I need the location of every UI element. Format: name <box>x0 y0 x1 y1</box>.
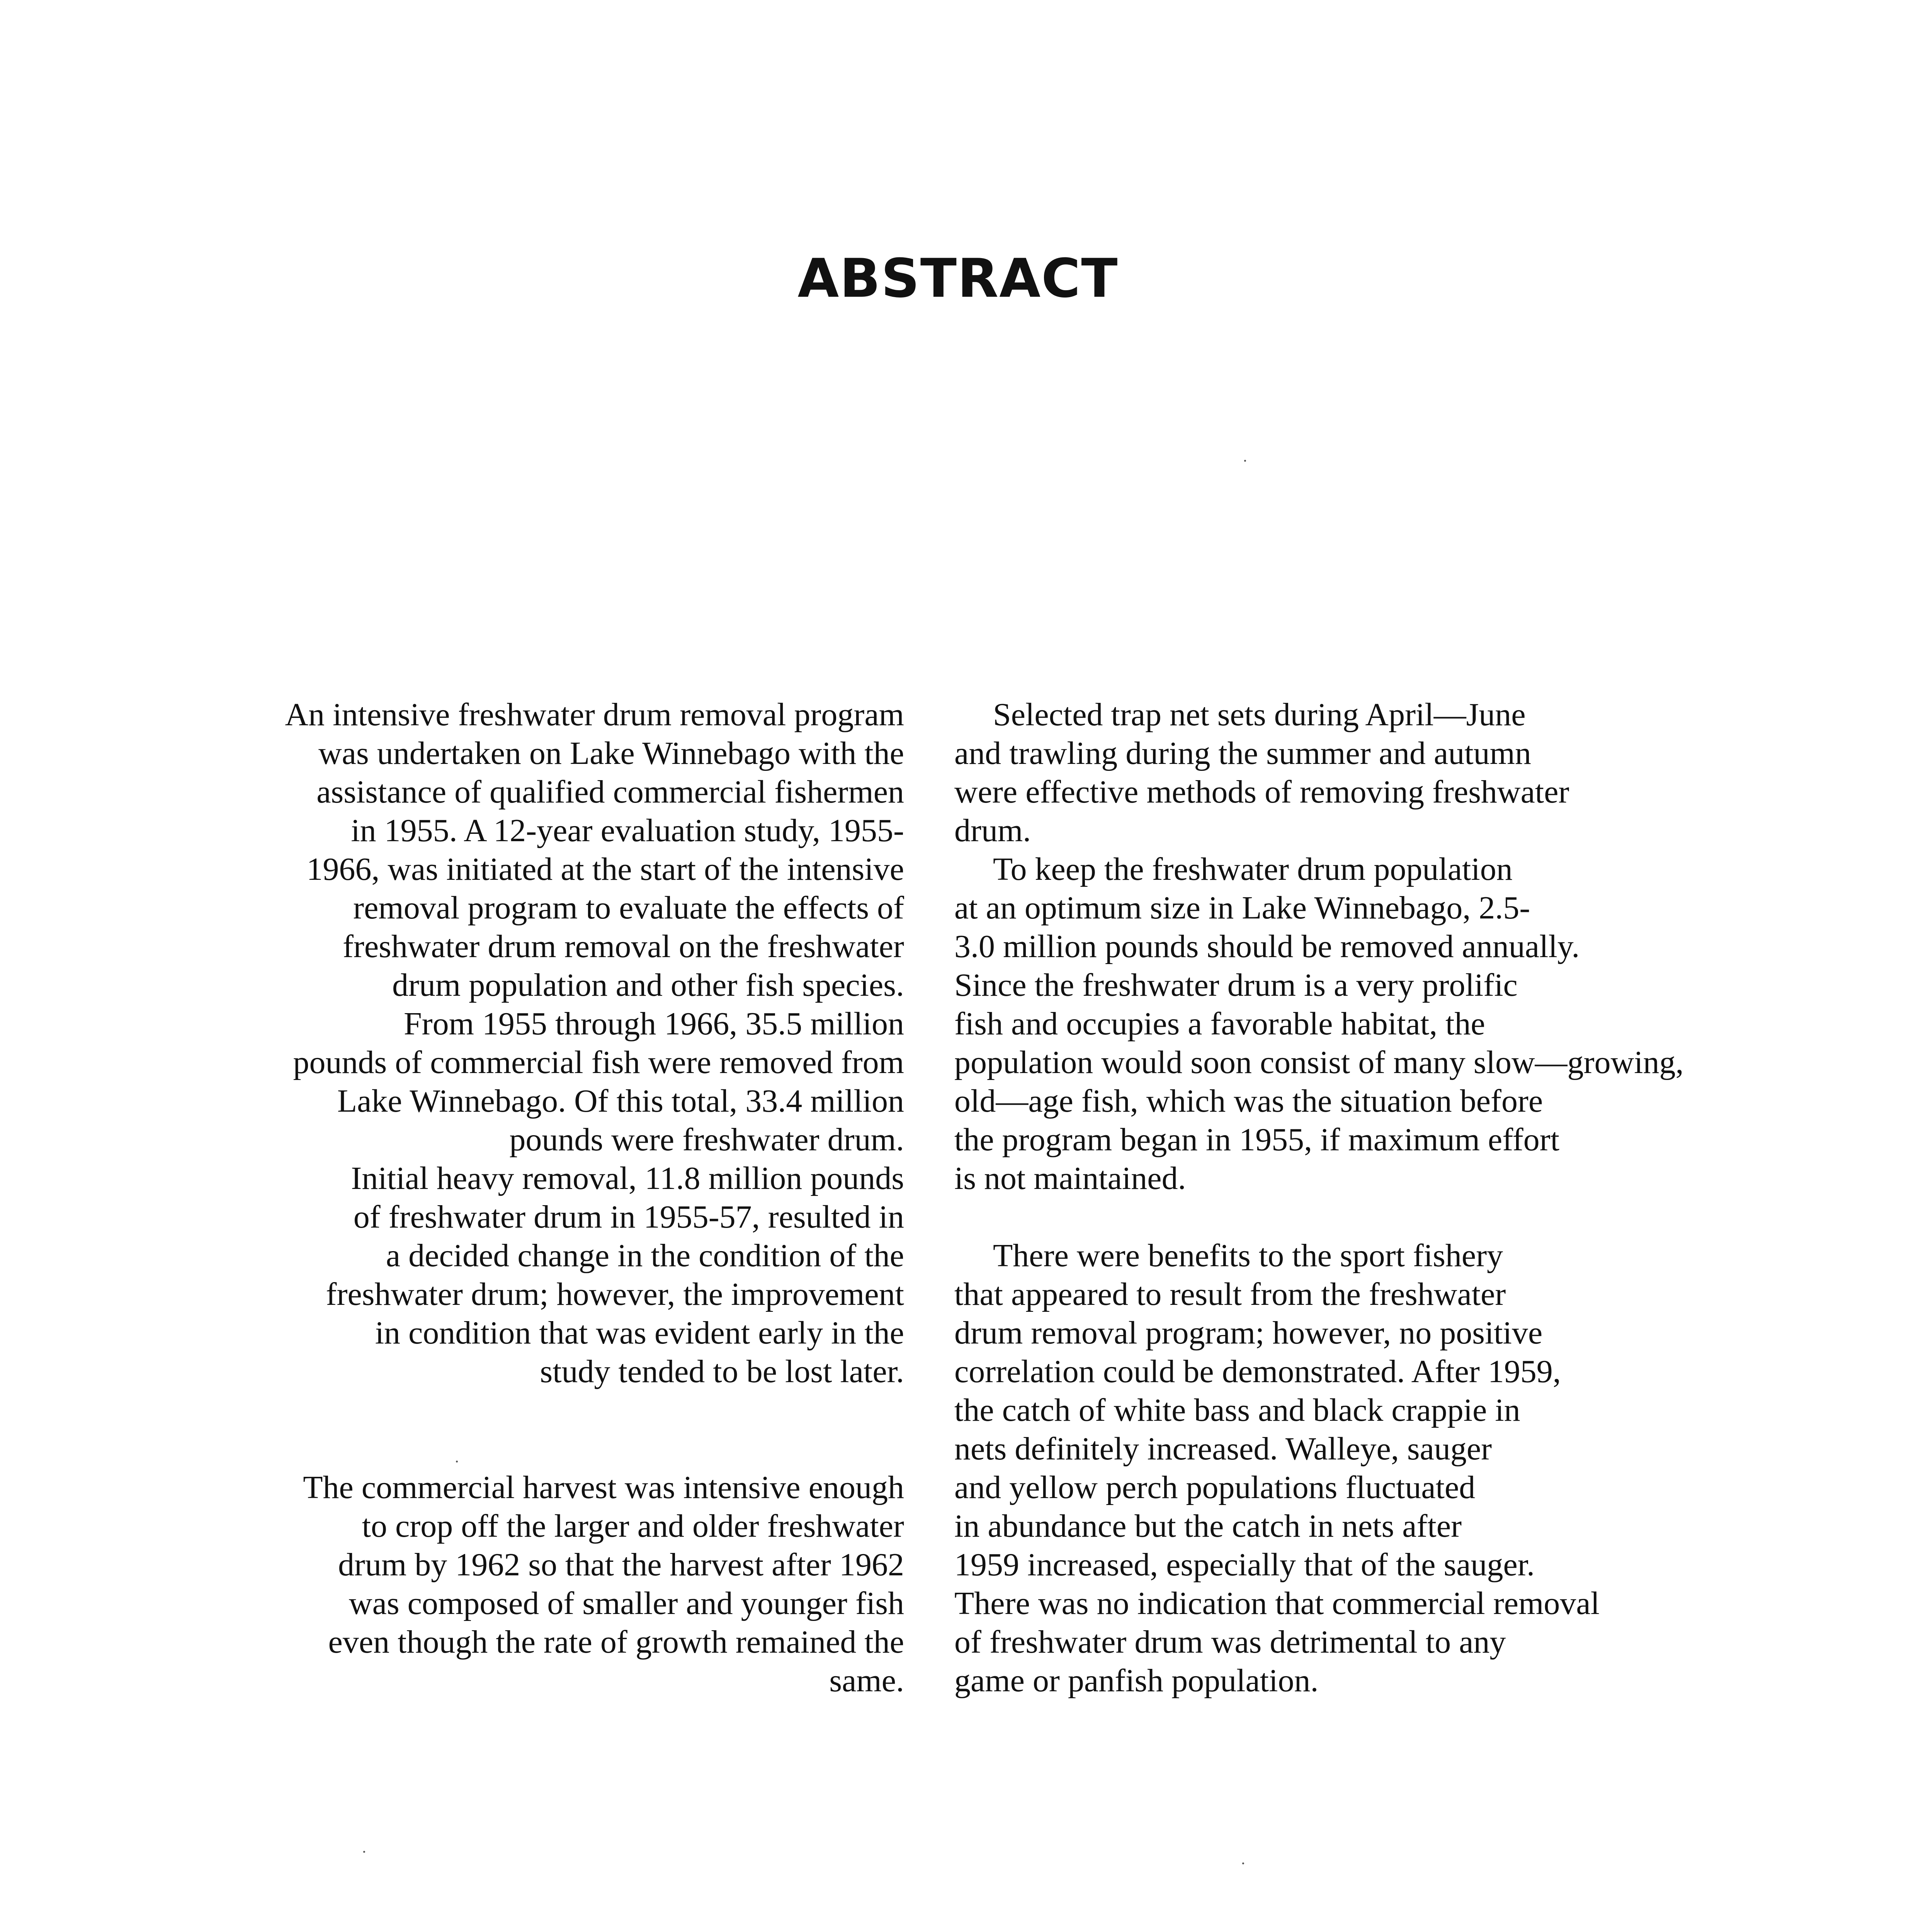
text-line: were effective methods of removing freshwater <box>954 774 1569 810</box>
text-line: a decided change in the condition of the <box>386 1238 904 1274</box>
text-line: Initial heavy removal, 11.8 million pounds <box>351 1160 904 1196</box>
text-line: in abundance but the catch in nets after <box>954 1508 1462 1544</box>
text-line: There were benefits to the sport fishery <box>993 1238 1503 1274</box>
text-line: the catch of white bass and black crappie in <box>954 1392 1520 1428</box>
text-line: is not maintained. <box>954 1160 1186 1196</box>
paragraph-spacer <box>954 1198 1824 1236</box>
text-line: of freshwater drum in 1955-57, resulted in <box>353 1199 904 1235</box>
text-line: nets definitely increased. Walleye, sauger <box>954 1431 1492 1467</box>
text-line: same. <box>829 1663 904 1699</box>
text-line: freshwater drum removal on the freshwater <box>342 929 904 964</box>
text-line: Selected trap net sets during April—June <box>993 697 1526 733</box>
scan-speck <box>456 1461 458 1463</box>
text-line: Since the freshwater drum is a very prolific <box>954 967 1518 1003</box>
text-line: population would soon consist of many slow—growing, <box>954 1044 1684 1080</box>
text-line: An intensive freshwater drum removal program <box>285 697 904 733</box>
text-line: pounds of commercial fish were removed from <box>293 1044 904 1080</box>
text-line: in 1955. A 12-year evaluation study, 1955- <box>351 813 904 849</box>
text-line: From 1955 through 1966, 35.5 million <box>403 1006 904 1042</box>
left-paragraph-1 <box>201 696 904 1391</box>
paragraph-spacer <box>201 1391 904 1468</box>
text-line: even though the rate of growth remained the <box>328 1624 904 1660</box>
text-line: game or panfish population. <box>954 1663 1319 1699</box>
text-line: drum population and other fish species. <box>392 967 904 1003</box>
right-paragraph-1 <box>954 696 1824 850</box>
text-line: There was no indication that commercial removal <box>954 1585 1600 1621</box>
text-line: the program began in 1955, if maximum effort <box>954 1122 1560 1158</box>
text-line: and yellow perch populations fluctuated <box>954 1469 1476 1505</box>
text-line: Lake Winnebago. Of this total, 33.4 million <box>337 1083 904 1119</box>
right-column <box>954 696 1824 1700</box>
text-line: To keep the freshwater drum population <box>993 851 1513 887</box>
scan-speck <box>363 1851 365 1853</box>
text-line: assistance of qualified commercial fishermen <box>316 774 904 810</box>
left-paragraph-2 <box>201 1468 904 1700</box>
text-line: was undertaken on Lake Winnebago with the <box>318 735 904 771</box>
text-line: drum. <box>954 813 1031 849</box>
text-line: to crop off the larger and older freshwater <box>362 1508 904 1544</box>
text-line: 3.0 million pounds should be removed annually. <box>954 929 1580 964</box>
text-line: correlation could be demonstrated. After 1959, <box>954 1354 1561 1389</box>
text-line: drum removal program; however, no positive <box>954 1315 1543 1351</box>
text-line: of freshwater drum was detrimental to any <box>954 1624 1506 1660</box>
text-line: removal program to evaluate the effects of <box>353 890 904 926</box>
scan-speck <box>1242 1862 1244 1864</box>
scan-speck <box>1244 460 1246 462</box>
right-paragraph-3 <box>954 1236 1824 1700</box>
text-line: at an optimum size in Lake Winnebago, 2.5- <box>954 890 1530 926</box>
abstract-heading: ABSTRACT <box>797 247 1119 310</box>
text-line: pounds were freshwater drum. <box>509 1122 904 1158</box>
left-column <box>201 696 904 1700</box>
text-line: 1966, was initiated at the start of the intensive <box>306 851 904 887</box>
text-line: fish and occupies a favorable habitat, the <box>954 1006 1485 1042</box>
text-line: The commercial harvest was intensive enough <box>303 1469 904 1505</box>
text-line: drum by 1962 so that the harvest after 1962 <box>338 1547 904 1583</box>
text-line: in condition that was evident early in the <box>375 1315 904 1351</box>
text-line: that appeared to result from the freshwater <box>954 1276 1506 1312</box>
text-line: study tended to be lost later. <box>540 1354 904 1389</box>
text-line: was composed of smaller and younger fish <box>349 1585 904 1621</box>
text-line: 1959 increased, especially that of the sauger. <box>954 1547 1535 1583</box>
text-line: and trawling during the summer and autumn <box>954 735 1532 771</box>
text-line: old—age fish, which was the situation before <box>954 1083 1543 1119</box>
right-paragraph-2 <box>954 850 1824 1198</box>
text-line: freshwater drum; however, the improvement <box>326 1276 904 1312</box>
